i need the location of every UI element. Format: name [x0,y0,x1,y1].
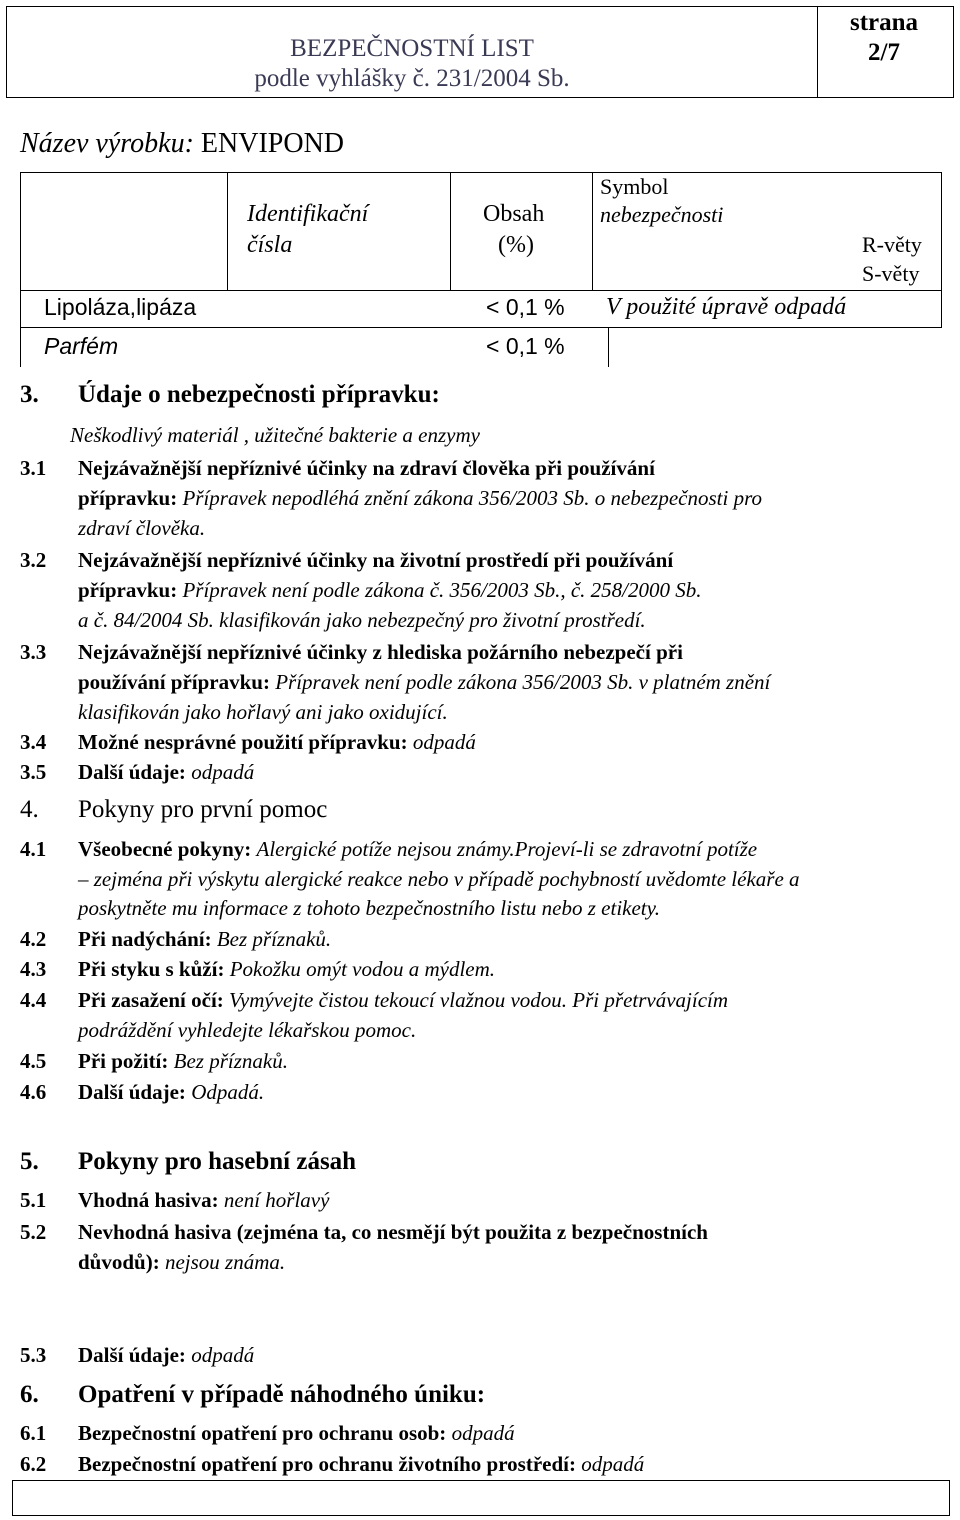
item-title: Nejzávažnější nepříznivé účinky na zdraví člověka při používání [78,456,655,480]
document-header [6,6,954,98]
section-number: 6. [20,1381,39,1408]
item-value: Bez příznaků. [216,927,332,951]
item-title: Další údaje: [78,1343,186,1367]
header-symbol-2: nebezpečnosti [600,202,724,227]
item-number: 3.5 [20,760,47,784]
item-number: 4.1 [20,837,47,861]
item-3-1-line2 [78,483,762,513]
item-title: Další údaje: [78,760,186,784]
item-number: 4.3 [20,957,47,981]
item-number: 5.1 [20,1188,47,1212]
table-row-content: < 0,1 % [486,294,565,320]
item-title: Bezpečnostní opatření pro ochranu životního prostředí: [78,1452,576,1476]
section-number: 4. [20,796,39,823]
header-content: Obsah [483,201,545,227]
item-3-2-line2 [78,575,702,605]
item-text: nejsou známa. [164,1250,286,1274]
product-line [20,128,344,160]
item-number: 4.6 [20,1080,47,1104]
page-number: 2/7 [868,39,900,66]
item-number: 3.2 [20,548,47,572]
item-title: Při styku s kůží: [78,957,225,981]
section-title: Pokyny pro hasební zásah [78,1148,357,1175]
item-title: Bezpečnostní opatření pro ochranu osob: [78,1421,447,1445]
table-border [20,327,942,328]
section-3-intro: Neškodlivý materiál , užitečné bakterie a enzymy [70,423,480,447]
item-text: Přípravek nepodléhá znění zákona 356/2003 Sb. o nebezpečnosti pro [182,486,762,510]
item-title-cont: přípravku: [78,578,178,602]
item-4-1-line3: poskytněte mu informace z tohoto bezpečnostního listu nebo z etikety. [78,896,661,920]
item-5-2-line2 [78,1247,285,1277]
section-title: Údaje o nebezpečnosti přípravku: [78,381,440,408]
item-value: odpadá [451,1421,515,1445]
section-6-heading [20,1380,486,1410]
header-content-unit: (%) [498,232,534,258]
item-4-1-line2: – zejména při výskytu alergické reakce nebo v případě pochybností uvědomte lékaře a [78,867,800,891]
table-border [20,172,942,173]
item-number: 3.1 [20,456,47,480]
header-symbol: Symbol [600,174,669,199]
item-value: Odpadá. [191,1080,265,1104]
item-value: Bez příznaků. [173,1049,288,1073]
header-identification-2: čísla [247,232,293,258]
item-title: Nevhodná hasiva (zejména ta, co nesmějí být použita z bezpečnostních [78,1220,708,1244]
item-3-2-line3: a č. 84/2004 Sb. klasifikován jako nebezpečný pro životní prostředí. [78,608,646,632]
table-row-name: Lipoláza,lipáza [44,294,197,320]
item-text: Přípravek není podle zákona č. 356/2003 Sb., č. 258/2000 Sb. [182,578,702,602]
table-row-name: Parfém [44,333,119,359]
header-subtitle: podle vyhlášky č. 231/2004 Sb. [254,65,570,92]
table-border [592,172,593,290]
item-number: 4.5 [20,1049,47,1073]
item-title-cont: přípravku: [78,486,178,510]
item-value: Vymývejte čistou tekoucí vlažnou vodou. Při přetrvávajícím [229,988,729,1012]
table-border [20,290,942,291]
item-text: Alergické potíže nejsou známy.Projeví-li se zdravotní potíže [256,837,758,861]
header-s-phrases: S-věty [862,261,920,286]
item-value: odpadá [191,760,255,784]
item-title: Při zasažení očí: [78,988,224,1012]
item-title-cont: používání přípravku: [78,670,270,694]
item-title: Nejzávažnější nepříznivé účinky na životní prostředí při používání [78,548,674,572]
product-label: Název výrobku: [20,128,194,159]
section-5-heading [20,1147,357,1177]
item-value: odpadá [191,1343,255,1367]
item-number: 5.3 [20,1343,47,1367]
table-row-content: < 0,1 % [486,333,565,359]
item-title: Při požití: [78,1049,169,1073]
section-3-heading [20,380,440,410]
product-name: ENVIPOND [200,128,345,159]
item-text: Přípravek není podle zákona 356/2003 Sb. v platném znění [275,670,771,694]
table-border [227,172,228,290]
item-value: odpadá [581,1452,645,1476]
header-divider [817,7,818,97]
section-number: 3. [20,381,39,408]
header-r-phrases: R-věty [862,232,922,257]
section-number: 5. [20,1148,39,1175]
item-value: není hořlavý [223,1188,330,1212]
item-title: Při nadýchání: [78,927,212,951]
item-title: Možné nesprávné použití přípravku: [78,730,408,754]
item-title-cont: důvodů): [78,1250,160,1274]
item-3-3-line3: klasifikován jako hořlavý ani jako oxidující. [78,700,448,724]
section-title: Pokyny pro první pomoc [78,796,328,823]
item-3-3-line2 [78,667,770,697]
footer-box [12,1480,950,1516]
item-number: 3.3 [20,640,47,664]
item-number: 4.2 [20,927,47,951]
item-4-4-line2: podráždění vyhledejte lékařskou pomoc. [78,1018,417,1042]
item-number: 3.4 [20,730,47,754]
item-number: 6.2 [20,1452,47,1476]
item-title: Nejzávažnější nepříznivé účinky z hlediska požárního nebezpečí při [78,640,683,664]
header-title: BEZPEČNOSTNÍ LIST [290,35,534,62]
table-border [20,172,21,367]
item-number: 4.4 [20,988,47,1012]
table-border [450,172,451,290]
item-value: Pokožku omýt vodou a mýdlem. [229,957,496,981]
item-3-1-line3: zdraví člověka. [78,516,206,540]
item-title: Další údaje: [78,1080,186,1104]
table-border [608,327,609,367]
item-number: 6.1 [20,1421,47,1445]
item-number: 5.2 [20,1220,47,1244]
section-4-heading [20,795,328,825]
item-title: Všeobecné pokyny: [78,837,252,861]
item-title: Vhodná hasiva: [78,1188,219,1212]
item-value: odpadá [412,730,476,754]
page-label: strana [849,9,919,36]
section-title: Opatření v případě náhodného úniku: [78,1381,486,1408]
table-row-note: V použité úpravě odpadá [606,294,847,320]
table-border [941,172,942,327]
header-identification: Identifikační [247,201,369,227]
